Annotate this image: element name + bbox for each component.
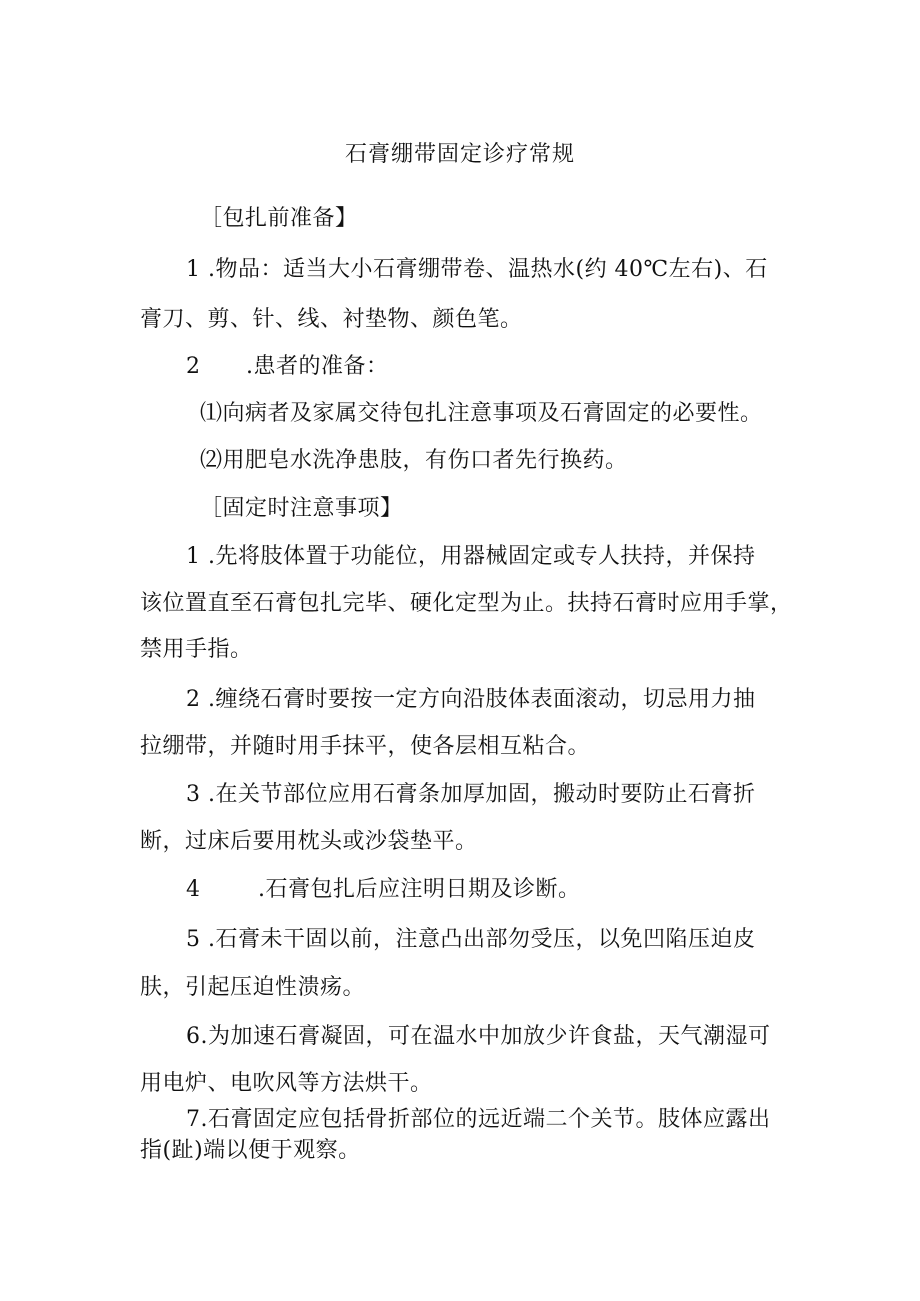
note1-line1: 1 .先将肢体置于功能位，用器械固定或专人扶持，并保持 <box>186 544 756 569</box>
section-heading-preparation: ［包扎前准备】 <box>200 206 358 231</box>
item2-text: .患者的准备： <box>246 354 389 379</box>
item1-line2: 膏刀、剪、针、线、衬垫物、颜色笔。 <box>140 307 523 332</box>
note6-line1: 6.为加速石膏凝固，可在温水中加放少许食盐，天气潮湿可 <box>186 1024 771 1049</box>
note5-line1: 5 .石膏未干固以前，注意凸出部勿受压，以免凹陷压迫皮 <box>186 927 756 952</box>
note5-line2: 肤，引起压迫性溃疡。 <box>140 975 366 1000</box>
note1-line3: 禁用手指。 <box>140 637 253 662</box>
note2-line2: 拉绷带，并随时用手抹平，使各层相互粘合。 <box>140 734 591 759</box>
note3-line2: 断，过床后要用枕头或沙袋垫平。 <box>140 829 478 854</box>
note4-text: .石膏包扎后应注明日期及诊断。 <box>258 877 581 902</box>
note7-line2: 指(趾)端以便于观察。 <box>140 1138 361 1163</box>
document-title: 石膏绷带固定诊疗常规 <box>344 142 575 167</box>
sub-item2: ⑵用肥皂水洗净患肢，有伤口者先行换药。 <box>200 448 628 473</box>
note4-number: 4 <box>186 877 201 902</box>
item1-line1: 1 .物品：适当大小石膏绷带卷、温热水(约 40℃左右)、石 <box>186 257 768 282</box>
note3-line1: 3 .在关节部位应用石膏条加厚加固，搬动时要防止石膏折 <box>186 782 756 807</box>
sub-item1: ⑴向病者及家属交待包扎注意事项及石膏固定的必要性。 <box>200 401 763 426</box>
note6-line2: 用电炉、电吹风等方法烘干。 <box>140 1071 433 1096</box>
item2-number: 2 <box>186 354 201 379</box>
note2-line1: 2 .缠绕石膏时要按一定方向沿肢体表面滚动，切忌用力抽 <box>186 687 756 712</box>
note7-line1: 7.石膏固定应包括骨折部位的远近端二个关节。肢体应露出 <box>186 1107 771 1132</box>
section-heading-notes: ［固定时注意事项】 <box>200 496 403 521</box>
note1-line2: 该位置直至石膏包扎完毕、硬化定型为止。扶持石膏时应用手掌， <box>140 591 793 616</box>
